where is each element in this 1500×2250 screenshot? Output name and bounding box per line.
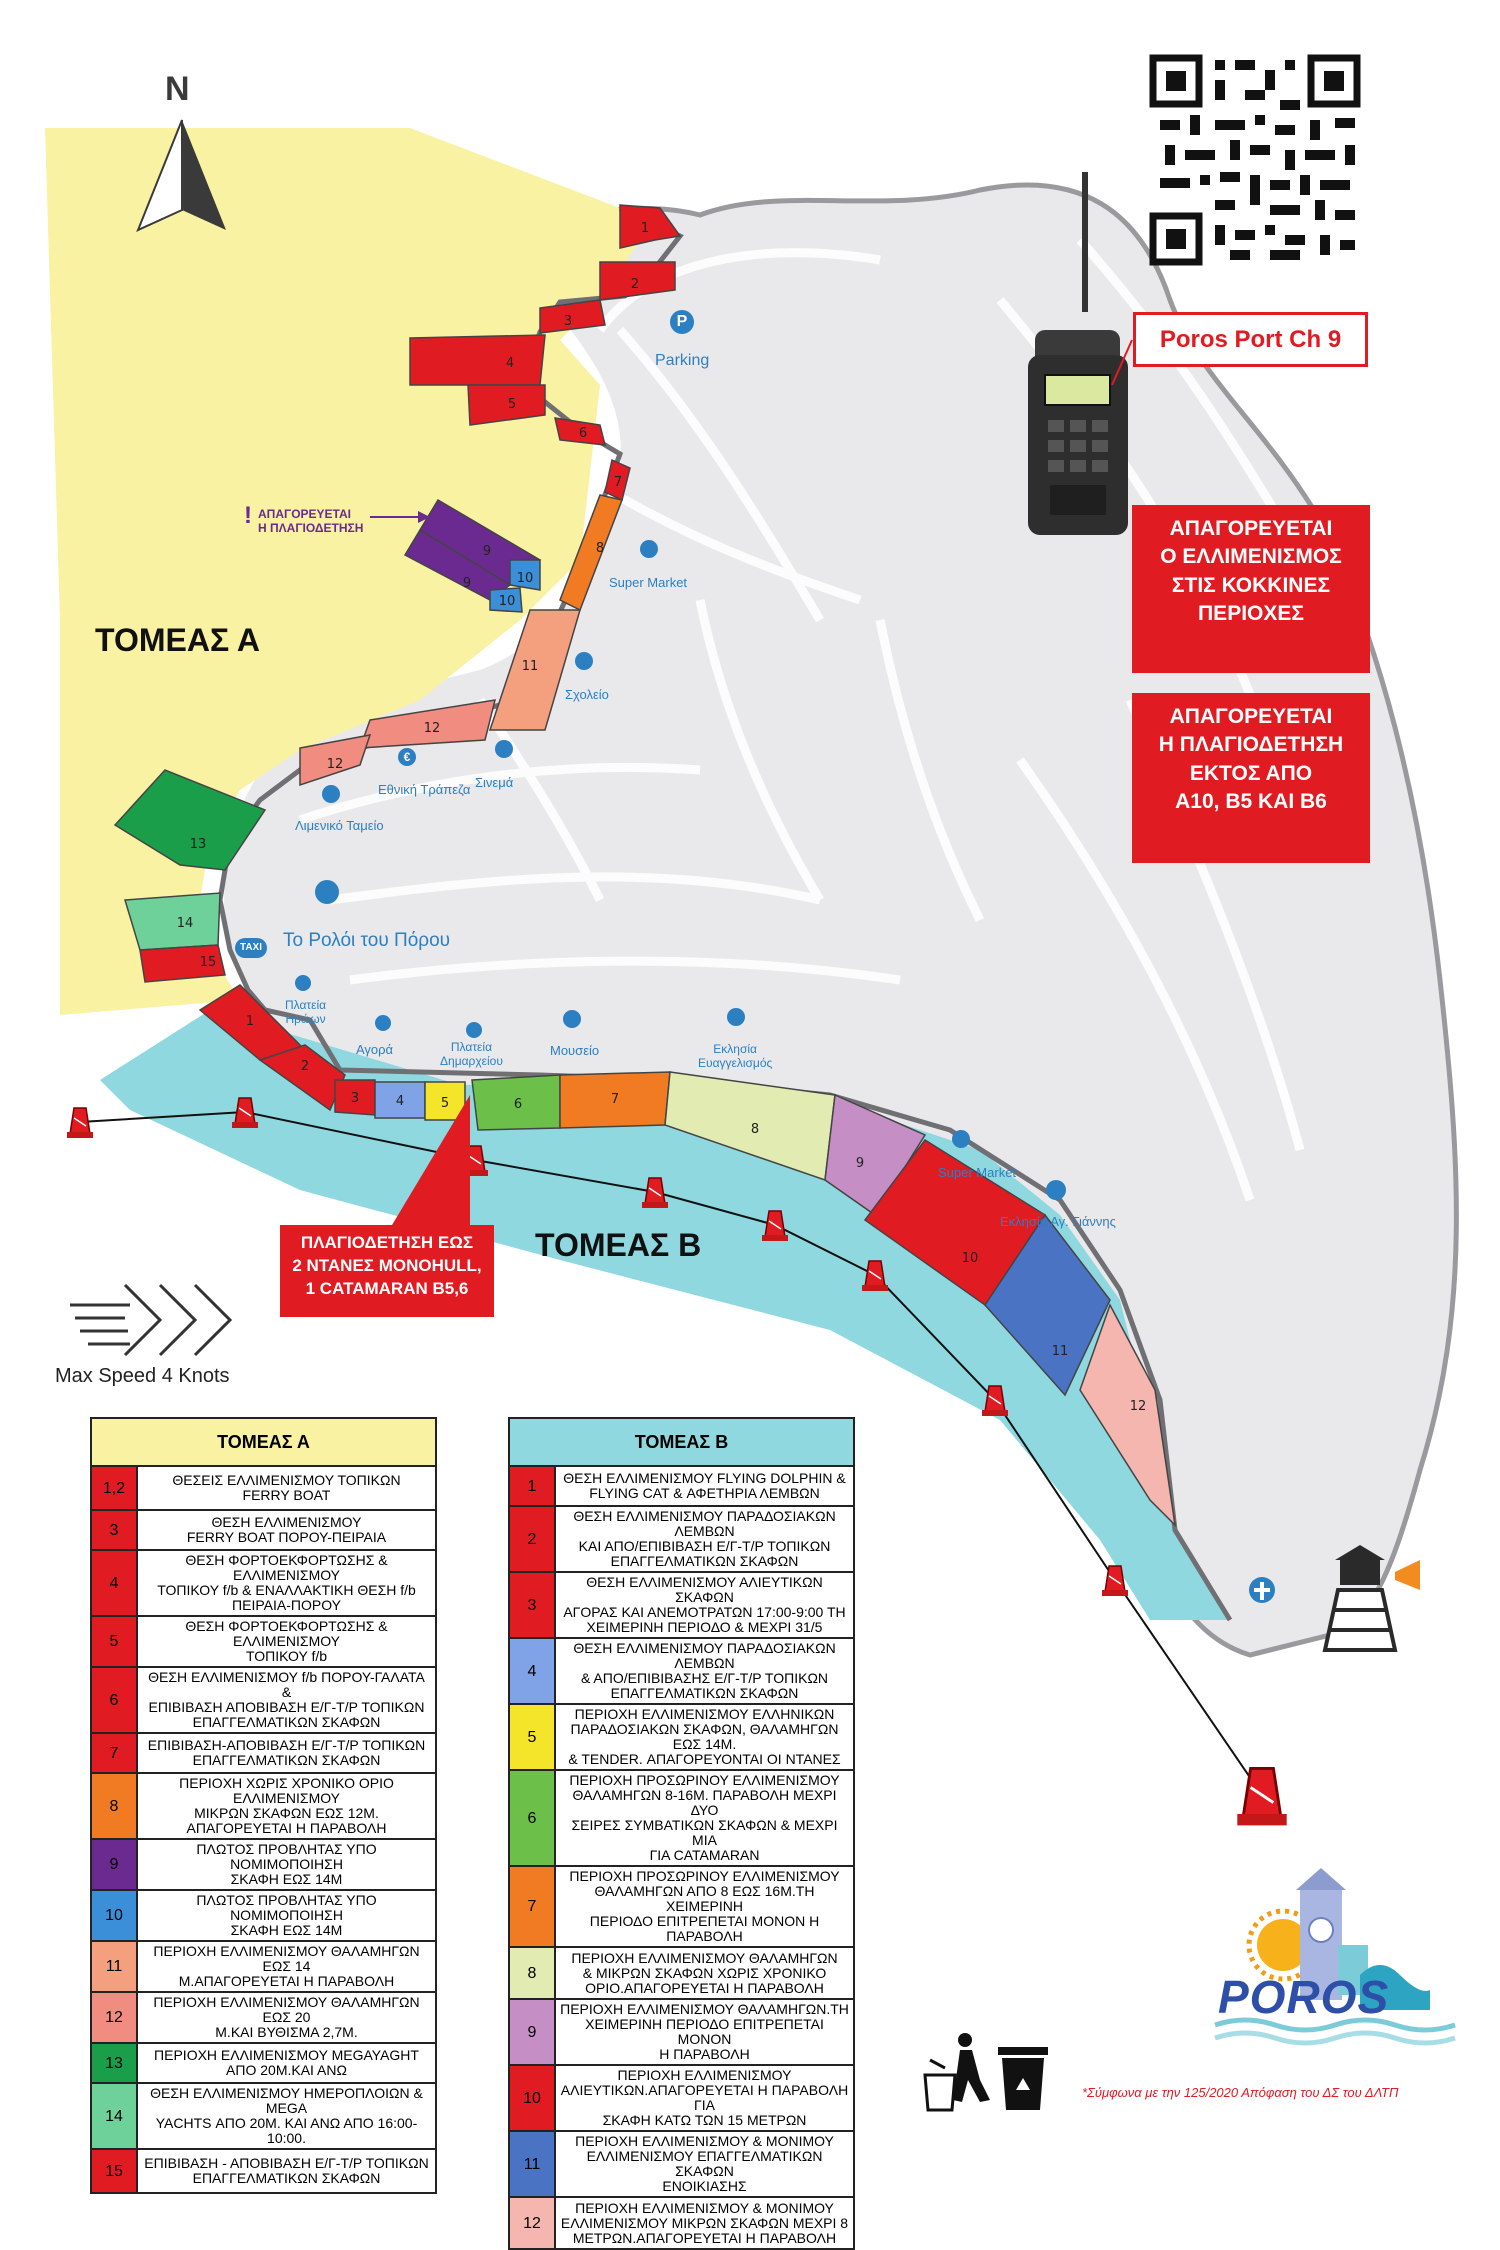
legend-row [91,1773,436,1839]
legend-zone-number: 2 [509,1506,555,1572]
zone-label: 5 [507,397,517,412]
legend-description-line: ΘΑΛΑΜΗΓΩΝ 8-16Μ. ΠΑΡΑΒΟΛΗ ΜΕΧΡΙ ΔΥΟ [572,1787,837,1818]
legend-description-line: FERRY BOAT [242,1487,331,1503]
legend-description-line: ΧΕΙΜΕΡΙΝΗ ΠΕΡΙΟΔΟ & ΜΕΧΡΙ 31/5 [586,1619,823,1635]
buoy-icon [1237,1768,1286,1825]
legend-zone-description [555,1866,854,1947]
legend-description-line: Μ.ΚΑΙ ΒΥΘΙΣΜΑ 2,7Μ. [215,2024,358,2040]
compass-label: N [165,70,190,108]
legend-zone-number: 12 [509,2197,555,2249]
poi-parking: Parking [655,352,710,369]
legend-zone-number: 12 [91,1992,137,2043]
zone-label: 11 [1051,1344,1069,1359]
legend-zone-number: 5 [91,1616,137,1667]
legend-zone-number: 5 [509,1704,555,1770]
legend-zone-description [137,2043,436,2083]
legend-row [91,1839,436,1890]
zone-label: 5 [440,1096,450,1111]
legend-description-line: ΘΕΣΗ ΕΛΛΙΜΕΝΙΣΜΟΥ f/b ΠΟΡΟΥ-ΓΑΛΑΤΑ & [148,1669,425,1700]
poi-school: Σχολείο [565,687,609,702]
legend-zone-description [555,1704,854,1770]
poi-church-st-john: Εκλησία Αγ. Γιάννης [1000,1214,1116,1229]
sector-b-title: ΤΟΜΕΑΣ Β [535,1227,702,1263]
zone-label: 14 [176,916,194,931]
zone-label: 12 [326,757,344,772]
legend-zone-number: 6 [91,1667,137,1733]
legend-description-line: ΕΛΛΙΜΕΝΙΣΜΟΥ ΕΠΑΓΓΕΛΜΑΤΙΚΩΝ ΣΚΑΦΩΝ [586,2148,823,2179]
legend-description-line: ΠΕΡΙΟΧΗ ΕΛΛΙΜΕΝΙΣΜΟΥ ΕΛΛΗΝΙΚΩΝ [574,1706,835,1722]
legend-zone-description [137,1890,436,1941]
legend-description-line: Μ.ΑΠΑΓΟΡΕΥΕΤΑΙ Η ΠΑΡΑΒΟΛΗ [178,1973,395,1989]
zone-label: 4 [505,356,515,371]
footnote: *Σύμφωνα με την 125/2020 Απόφαση του ΔΣ του ΔΛΤΠ [1082,2085,1399,2100]
legend-zone-number: 1 [509,1466,555,1506]
poi-heroes-square [285,998,326,1026]
poi-super-market: Super Market [609,575,688,590]
legend-zone-number: 10 [91,1890,137,1941]
church-icon [1249,1577,1275,1603]
legend-description-line: ΣΚΑΦΗ ΕΩΣ 14Μ [230,1922,343,1938]
legend-description-line: ΘΑΛΑΜΗΓΩΝ ΑΠΟ 8 ΕΩΣ 16Μ.ΤΗ ΧΕΙΜΕΡΙΝΗ [594,1883,815,1914]
legend-description-line: & ΑΠΟ/ΕΠΙΒΙΒΑΣΗΣ Ε/Γ-Τ/Ρ ΤΟΠΙΚΩΝ [580,1670,829,1686]
legend-description-line: ΘΕΣΗ ΕΛΛΙΜΕΝΙΣΜΟΥ ΠΑΡΑΔΟΣΙΑΚΩΝ ΛΕΜΒΩΝ [573,1508,836,1539]
poi-port-fund: Λιμενικό Ταμείο [295,818,384,833]
legend-zone-description [555,1572,854,1638]
legend-zone-description [555,2065,854,2131]
legend-zone-description [555,2197,854,2249]
poi-line: Δημαρχείου [440,1054,503,1068]
notice-line: ΑΠΑΓΟΡΕΥΕΤΑΙ [1169,705,1333,728]
zone-a-14 [125,893,220,950]
zone-label: 7 [610,1092,620,1107]
legend-row [91,1510,436,1550]
zone-label: 1 [245,1014,255,1029]
legend-row [509,1466,854,1506]
legend-zone-description [137,1510,436,1550]
legend-zone-number: 9 [509,1999,555,2065]
legend-zone-number: 7 [509,1866,555,1947]
legend-description-line: ΠΕΡΙΟΧΗ ΠΡΟΣΩΡΙΝΟΥ ΕΛΛΙΜΕΝΙΣΜΟΥ [569,1772,840,1788]
prohibit-mark: ! [244,502,252,529]
legend-zone-description [555,1506,854,1572]
zone-label: 13 [189,837,207,852]
legend-zone-number: 11 [91,1941,137,1992]
legend-zone-number: 1,2 [91,1466,137,1510]
poi-cinema: Σινεμά [475,775,514,790]
town-hall-icon [466,1022,482,1038]
legend-description-line: ΕΠΑΓΓΕΛΜΑΤΙΚΩΝ ΣΚΑΦΩΝ [610,1553,799,1569]
legend-zone-number: 4 [509,1638,555,1704]
legend-description-line: ΠΕΡΙΟΧΗ ΕΛΛΙΜΕΝΙΣΜΟΥ ΘΑΛΑΜΗΓΩΝ [571,1949,838,1966]
zone-label: 10 [961,1251,979,1266]
legend-row [91,2149,436,2193]
legend-row [91,1992,436,2043]
legend-zone-number: 13 [91,2043,137,2083]
litter-bin-icon [925,2033,990,2110]
legend-row [91,2083,436,2149]
zone-label: 4 [395,1094,405,1109]
legend-zone-number: 15 [91,2149,137,2193]
legend-description-line: ΕΝΟΙΚΙΑΣΗΣ [662,2178,747,2194]
legend-description-line: ΤΟΠΙΚΟΥ f/b & ΕΝΑΛΛΑΚΤΙΚΗ ΘΕΣΗ f/b [157,1582,416,1598]
euro-icon: € [398,748,416,766]
zone-label: 12 [423,721,441,736]
legend-zone-number: 8 [509,1947,555,1999]
legend-zone-description [137,1941,436,1992]
legend-row [509,2197,854,2249]
legend-zone-description [137,1667,436,1733]
legend-row [509,1506,854,1572]
poi-museum: Μουσείο [550,1043,600,1058]
legend-description-line: ΘΕΣΗ ΕΛΛΙΜΕΝΙΣΜΟΥ [211,1514,362,1530]
legend-zone-number: 3 [91,1510,137,1550]
notice-line: Α10, Β5 ΚΑΙ Β6 [1175,790,1327,814]
poi-line: Ευαγγελισμός [698,1056,773,1070]
prohibit-note-line: ΑΠΑΓΟΡΕΥΕΤΑΙ [258,507,351,521]
legend-description-line: ΕΠΙΒΙΒΑΣΗ - ΑΠΟΒΙΒΑΣΗ Ε/Γ-Τ/Ρ ΤΟΠΙΚΩΝ [144,2155,429,2171]
church-icon [727,1008,745,1026]
poi-super-market-2: Super Market [938,1165,1017,1180]
legend-description-line: ΠΕΡΙΟΧΗ ΕΛΛΙΜΕΝΙΣΜΟΥ MEGAYAGHT [154,2047,419,2063]
legend-zone-description [137,1839,436,1890]
legend-description-line: ΜΙΚΡΩΝ ΣΚΑΦΩΝ ΕΩΣ 12Μ. [194,1805,379,1821]
legend-zone-number: 14 [91,2083,137,2149]
notice-line: ΕΚΤΟΣ ΑΠΟ [1189,761,1313,785]
legend-description-line: ΘΕΣΗ ΕΛΛΙΜΕΝΙΣΜΟΥ ΗΜΕΡΟΠΛΟΙΩΝ & MEGA [150,2085,423,2116]
legend-row [509,1704,854,1770]
zone-label: 6 [513,1097,523,1112]
zone-label: 9 [462,576,472,591]
legend-zone-description [137,1733,436,1773]
legend-zone-description [137,2149,436,2193]
legend-description-line: ΟΡΙΟ.ΑΠΑΓΟΡΕΥΕΤΑΙ Η ΠΑΡΑΒΟΛΗ [585,1979,824,1996]
poi-church-annunciation [698,1042,772,1070]
zone-label: 10 [498,594,516,609]
legend-description-line: ΠΛΩΤΟΣ ΠΡΟΒΛΗΤΑΣ ΥΠΟ ΝΟΜΙΜΟΠΟΙΗΣΗ [196,1892,377,1923]
notice-line: ΠΕΡΙΟΧΕΣ [1198,602,1304,626]
legend-description-line: ΑΓΟΡΑΣ ΚΑΙ ΑΝΕΜΟΤΡΑΤΩΝ 17:00-9:00 ΤΗ [563,1604,846,1620]
legend-description-line: ΕΠΙΒΙΒΑΣΗ ΑΠΟΒΙΒΑΣΗ Ε/Γ-Τ/Ρ ΤΟΠΙΚΩΝ [148,1699,425,1715]
buoy-icon [67,1108,93,1138]
legend-zone-description [137,1616,436,1667]
legend-row [91,1466,436,1510]
legend-description-line: ΠΕΡΙΟΧΗ ΠΡΟΣΩΡΙΝΟΥ ΕΛΛΙΜΕΝΙΣΜΟΥ [569,1868,840,1884]
zone-label: 11 [521,659,539,674]
legend-description-line: ΠΑΡΑΔΟΣΙΑΚΩΝ ΣΚΑΦΩΝ, ΘΑΛΑΜΗΓΩΝ ΕΩΣ 14Μ. [570,1721,839,1752]
zone-label: 2 [300,1059,310,1074]
legend-description-line: ΘΕΣΗ ΦΟΡΤΟΕΚΦΟΡΤΩΣΗΣ & ΕΛΛΙΜΕΝΙΣΜΟΥ [185,1552,388,1583]
poros-logo-text: POROS [1218,1971,1390,2023]
legend-description-line: ΑΠΑΓΟΡΕΥΕΤΑΙ Η ΠΑΡΑΒΟΛΗ [186,1820,387,1836]
zone-label: 9 [482,544,492,559]
legend-description-line: & ΜΙΚΡΩΝ ΣΚΑΦΩΝ ΧΩΡΙΣ ΧΡΟΝΙΚΟ [582,1964,827,1981]
legend-description-line: ΠΕΡΙΟΧΗ ΧΩΡΙΣ ΧΡΟΝΙΚΟ ΟΡΙΟ ΕΛΛΙΜΕΝΙΣΜΟΥ [179,1775,394,1806]
zone-label: 9 [855,1156,865,1171]
notice-line: Ο ΕΛΛΙΜΕΝΙΣΜΟΣ [1160,545,1342,569]
max-speed-label: Max Speed 4 Knots [55,1365,230,1387]
legend-description-line: ΠΕΡΙΟΧΗ ΕΛΛΙΜΕΝΙΣΜΟΥ ΘΑΛΑΜΗΓΩΝ ΕΩΣ 14 [153,1943,420,1974]
zone-a-4 [410,335,545,385]
zone-label: 12 [1129,1399,1147,1414]
shopping-cart-icon [952,1130,970,1148]
zone-label: 10 [516,571,534,586]
clock-icon [315,880,339,904]
prohibit-note-line: Η ΠΛΑΓΙΟΔΕΤΗΣΗ [258,521,364,535]
legend-zone-description [137,1466,436,1510]
legend-zone-description [555,1947,854,1999]
legend-row [91,1667,436,1733]
side-mooring-callout [280,1225,494,1317]
market-icon [375,1015,391,1031]
legend-description-line: ΧΕΙΜΕΡΙΝΗ ΠΕΡΙΟΔΟ ΕΠΙΤΡΕΠΕΤΑΙ ΜΟΝΟΝ [585,2016,824,2047]
legend-description-line: ΠΛΩΤΟΣ ΠΡΟΒΛΗΤΑΣ ΥΠΟ ΝΟΜΙΜΟΠΟΙΗΣΗ [196,1841,377,1872]
legend-description-line: ΜΕΤΡΩΝ.ΑΠΑΓΟΡΕΥΕΤΑΙ Η ΠΑΡΑΒΟΛΗ [572,2229,837,2246]
legend-description-line: ΣΕΙΡΕΣ ΣΥΜΒΑΤΙΚΩΝ ΣΚΑΦΩΝ & ΜΕΧΡΙ ΜΙΑ [571,1817,838,1848]
legend-row [509,1572,854,1638]
legend-a-title: ΤΟΜΕΑΣ Α [91,1418,436,1466]
legend-row [91,1550,436,1616]
legend-description-line: Η ΠΑΡΑΒΟΛΗ [659,2046,750,2062]
poi-line: Ηρώων [285,1012,326,1026]
church-icon [1046,1180,1066,1200]
legend-description-line: FERRY BOAT ΠΟΡΟΥ-ΠΕΙΡΑΙΑ [186,1529,387,1545]
notice-side-mooring [1132,693,1370,863]
legend-zone-number: 7 [91,1733,137,1773]
legend-description-line: ΠΕΡΙΟΧΗ ΕΛΛΙΜΕΝΙΣΜΟΥ ΘΑΛΑΜΗΓΩΝ.ΤΗ [560,2001,849,2017]
legend-zone-description [555,1770,854,1866]
legend-row [509,1947,854,1999]
radio-channel-label: Poros Port Ch 9 [1133,312,1368,367]
legend-zone-number: 11 [509,2131,555,2197]
legend-zone-description [555,1999,854,2065]
poi-bank: Εθνική Τράπεζα [378,782,471,797]
legend-description-line: ΠΕΙΡΑΙΑ-ΠΟΡΟΥ [232,1597,341,1613]
legend-sector-a [90,1417,437,2194]
legend-row [509,1770,854,1866]
legend-description-line: ΑΠΟ 20Μ.ΚΑΙ ΑΝΩ [226,2062,347,2078]
notice-line: ΑΠΑΓΟΡΕΥΕΤΑΙ [1169,517,1333,540]
legend-description-line: ΓΙΑ CATAMARAN [649,1847,760,1863]
legend-description-line: ΠΕΡΙΟΧΗ ΕΛΛΙΜΕΝΙΣΜΟΥ & ΜΟΝΙΜΟΥ [575,2133,834,2149]
callout-line: 2 ΝΤΑΝΕΣ MONOHULL, [292,1255,482,1275]
legend-zone-number: 10 [509,2065,555,2131]
legend-description-line: ΕΠΙΒΙΒΑΣΗ-ΑΠΟΒΙΒΑΣΗ Ε/Γ-Τ/Ρ ΤΟΠΙΚΩΝ [147,1737,426,1753]
legend-zone-description [555,1466,854,1506]
qr-code-icon [1150,55,1360,265]
museum-icon [563,1010,581,1028]
zone-label: 3 [563,314,573,329]
prohibit-note [258,507,363,535]
legend-zone-description [555,2131,854,2197]
legend-row [91,1941,436,1992]
statue-icon [295,975,311,991]
legend-zone-description [555,1638,854,1704]
legend-description-line: ΤΟΠΙΚΟΥ f/b [245,1648,328,1664]
poi-line: Πλατεία [285,998,327,1012]
notice-line: ΣΤΙΣ ΚΟΚΚΙΝΕΣ [1171,573,1331,597]
zone-label: 2 [630,277,640,292]
notice-red-zones [1132,505,1370,673]
legend-description-line: ΣΚΑΦΗ ΕΩΣ 14Μ [230,1871,343,1887]
poi-town-hall-square [440,1040,503,1068]
taxi-icon: TAXI [235,938,267,958]
legend-zone-number: 6 [509,1770,555,1866]
zone-label: 8 [750,1122,760,1137]
legend-zone-description [137,1550,436,1616]
legend-description-line: & TENDER. ΑΠΑΓΟΡΕΥΟΝΤΑΙ ΟΙ ΝΤΑΝΕΣ [568,1751,841,1767]
legend-sector-b [508,1417,855,2250]
zone-label: 1 [640,221,650,236]
legend-row [509,2131,854,2197]
legend-description-line: ΠΕΡΙΟΧΗ ΕΛΛΙΜΕΝΙΣΜΟΥ & ΜΟΝΙΜΟΥ [575,2199,834,2216]
legend-description-line: ΠΕΡΙΟΧΗ ΕΛΛΙΜΕΝΙΣΜΟΥ ΘΑΛΑΜΗΓΩΝ ΕΩΣ 20 [153,1994,420,2025]
shopping-cart-icon [640,540,658,558]
legend-zone-number: 8 [91,1773,137,1839]
legend-b-title: ΤΟΜΕΑΣ Β [509,1418,854,1466]
legend-row [509,1638,854,1704]
legend-description-line: ΘΕΣΗ ΕΛΛΙΜΕΝΙΣΜΟΥ FLYING DOLPHIN & [563,1470,846,1486]
zone-label: 6 [578,426,588,441]
legend-row [509,1866,854,1947]
speed-chevrons-icon [70,1285,230,1355]
legend-description-line: ΑΛΙΕΥΤΙΚΩΝ.ΑΠΑΓΟΡΕΥΕΤΑΙ Η ΠΑΡΑΒΟΛΗ ΓΙΑ [560,2082,849,2113]
legend-zone-number: 9 [91,1839,137,1890]
poi-line: Εκλησία [713,1042,757,1056]
legend-description-line: ΕΠΑΓΓΕΛΜΑΤΙΚΩΝ ΣΚΑΦΩΝ [192,2170,381,2186]
legend-zone-number: 4 [91,1550,137,1616]
cinema-icon [495,740,513,758]
school-icon [575,652,593,670]
legend-description-line: ΚΑΙ ΑΠΟ/ΕΠΙΒΙΒΑΣΗ Ε/Γ-Τ/Ρ ΤΟΠΙΚΩΝ [578,1538,831,1554]
legend-row [509,2065,854,2131]
legend-row [91,2043,436,2083]
legend-row [91,1733,436,1773]
legend-description-line: ΕΠΑΓΓΕΛΜΑΤΙΚΩΝ ΣΚΑΦΩΝ [192,1714,381,1730]
legend-description-line: ΘΕΣΗ ΕΛΛΙΜΕΝΙΣΜΟΥ ΑΛΙΕΥΤΙΚΩΝ ΣΚΑΦΩΝ [586,1574,823,1605]
parking-icon: P [670,310,694,334]
poi-market: Αγορά [356,1042,394,1057]
poi-clock-tower: Το Ρολόι του Πόρου [283,930,451,951]
legend-row [91,1616,436,1667]
recycle-bin-icon [998,2047,1048,2110]
legend-description-line: ΣΚΑΦΗ ΚΑΤΩ ΤΩΝ 15 ΜΕΤΡΩΝ [602,2112,807,2128]
legend-description-line: ΘΕΣΗ ΦΟΡΤΟΕΚΦΟΡΤΩΣΗΣ & ΕΛΛΙΜΕΝΙΣΜΟΥ [185,1618,388,1649]
notice-line: Η ΠΛΑΓΙΟΔΕΤΗΣΗ [1158,733,1344,757]
legend-row [509,1999,854,2065]
legend-description-line: ΠΕΡΙΟΧΗ ΕΛΛΙΜΕΝΙΣΜΟΥ [617,2067,792,2083]
legend-description-line: ΠΕΡΙΟΔΟ ΕΠΙΤΡΕΠΕΤΑΙ ΜΟΝΟΝ Η ΠΑΡΑΒΟΛΗ [589,1913,820,1944]
legend-description-line: FLYING CAT & ΑΦΕΤΗΡΙΑ ΛΕΜΒΩΝ [589,1485,820,1501]
legend-zone-number: 3 [509,1572,555,1638]
legend-zone-description [137,2083,436,2149]
zone-label: 8 [595,541,605,556]
legend-row [91,1890,436,1941]
callout-line: 1 CATAMARAN B5,6 [305,1278,469,1298]
poi-line: Πλατεία [450,1040,493,1054]
legend-zone-description [137,1773,436,1839]
zone-label: 7 [613,475,623,490]
legend-description-line: ΕΠΑΓΓΕΛΜΑΤΙΚΩΝ ΣΚΑΦΩΝ [192,1752,381,1768]
legend-description-line: ΕΛΛΙΜΕΝΙΣΜΟΥ ΜΙΚΡΩΝ ΣΚΑΦΩΝ ΜΕΧΡΙ 8 [560,2214,849,2231]
zone-label: 15 [199,955,217,970]
legend-zone-description [137,1992,436,2043]
sector-a-title: ΤΟΜΕΑΣ Α [95,622,260,658]
callout-line: ΠΛΑΓΙΟΔΕΤΗΣΗ ΕΩΣ [300,1233,474,1252]
legend-description-line: ΘΕΣΗ ΕΛΛΙΜΕΝΙΣΜΟΥ ΠΑΡΑΔΟΣΙΑΚΩΝ ΛΕΜΒΩΝ [573,1640,836,1671]
legend-description-line: YACHTS ΑΠΟ 20Μ. ΚΑΙ ΑΝΩ ΑΠΟ 16:00-10:00. [155,2115,418,2146]
legend-description-line: ΘΕΣΕΙΣ ΕΛΛΙΜΕΝΙΣΜΟΥ ΤΟΠΙΚΩΝ [172,1472,401,1488]
legend-description-line: ΕΠΑΓΓΕΛΜΑΤΙΚΩΝ ΣΚΑΦΩΝ [610,1685,799,1701]
zone-label: 3 [350,1091,360,1106]
anchor-icon [322,785,340,803]
